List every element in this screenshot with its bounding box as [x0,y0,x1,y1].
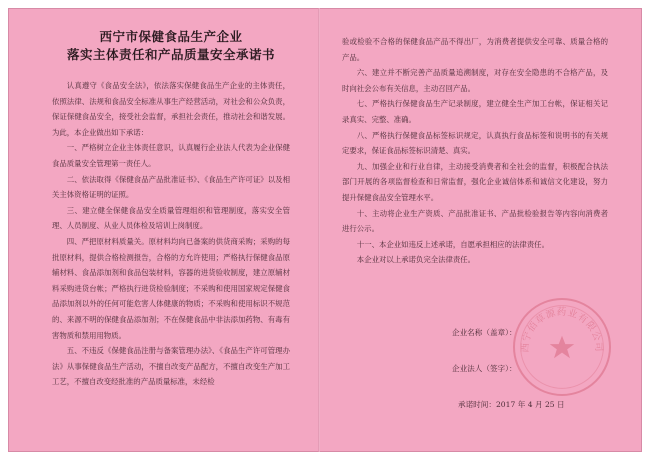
right-paragraph: 九、加强企业和行业自律，主动接受消费者和全社会的监督，积极配合执法部门开展的各项监督检查和日常监督，强化企业诚信体系和诚信文化建设，努力提升保健食品安全管理水平。 [342,161,608,202]
seal-graphic [515,300,609,394]
right-paragraph: 六、建立并不断完善产品质量追溯制度，对存在安全隐患的不合格产品，及时向社会公布有关信息，主动召回产品。 [342,68,608,93]
commitment-date-label: 承诺时间： [458,400,496,409]
legal-representative-label: 企业法人（签字）： [452,364,517,373]
title-line-2: 落实主体责任和产品质量安全承诺书 [66,47,275,62]
page-fold [318,8,320,452]
left-paragraph: 认真遵守《食品安全法》，依法落实保健食品生产企业的主体责任，依照法律、法规和食品安全标准从事生产经营活动，对社会和公众负责，保证保健食品安全，接受社会监督，承担社会责任，推动社会和谐发展。为此，本企业做出如下承诺： [52,81,290,137]
right-body [342,34,608,268]
seal-text: 西宁佰草源药业有限公司 [519,307,605,353]
right-page [342,34,608,268]
right-paragraph: 十一、本企业如违反上述承诺，自愿承担相应的法律责任。 [356,239,549,249]
left-paragraph: 四、严把原材料质量关。原材料均向已备案的供货商采购；采购的每批原材料，提供合格检测报告，合格的方允许使用；严格执行保健食品原辅材料、食品添加剂和食品包装材料，容器的进货验收制度，建立原辅材料采购进货台帐；严格执行进货检验制度；不采购和使用国家规定保健食品添加剂以外的任何可能危害人体健康的物质；不采购和使用标识不规范的、来源不明的保健食品添加剂；不在保健食品中非法添加药物、有毒有害物质和禁用用物质。 [52,236,290,340]
company-name-label: 企业名称（盖章）： [452,328,517,337]
left-page [52,28,290,390]
left-paragraph: 五、不违反《保健食品注册与备案管理办法》、《食品生产许可管理办法》从事保健食品生产活动，不擅自改变产品配方，不擅自改变生产加工工艺，不擅自改变经批准的产品质量标准，未经检 [52,346,290,387]
right-paragraph: 验或检验不合格的保健食品产品不得出厂，为消费者提供安全可靠、质量合格的产品。 [342,37,608,62]
left-paragraph: 三、建立健全保健食品安全质量管理组织和管理制度，落实安全管理、人员制度、从业人员体检及培训上岗制度。 [52,205,290,231]
right-paragraph: 本企业对以上承诺负完全法律责任。 [356,255,476,265]
right-paragraph: 八、严格执行保健食品标签标识规定，认真执行食品标签和说明书的有关规定要求，保证食品标签标识清楚、真实。 [342,130,608,156]
commitment-date [458,399,565,410]
commitment-date-value: 2017 年 4 月 25 日 [495,400,565,409]
title-line-1: 西宁市保健食品生产企业 [99,29,243,44]
company-seal [513,298,611,396]
seal-star-icon [550,336,574,359]
left-body [52,78,290,390]
left-paragraph: 一、严格树立企业主体责任意识，认真履行企业法人代表为企业保健食品质量安全管理第一责任人。 [52,143,290,168]
right-paragraph: 十、主动将企业生产资质、产品批准证书、产品批检验报告等内容向消费者进行公示。 [342,208,608,234]
right-paragraph: 七、严格执行保健食品生产记录制度，建立健全生产加工台帐，保证相关记录真实、完整、准确。 [342,99,608,124]
left-paragraph: 二、依法取得《保健食品产品批准证书》、《食品生产许可证》以及相关主体资格证明的证照。 [52,174,290,200]
